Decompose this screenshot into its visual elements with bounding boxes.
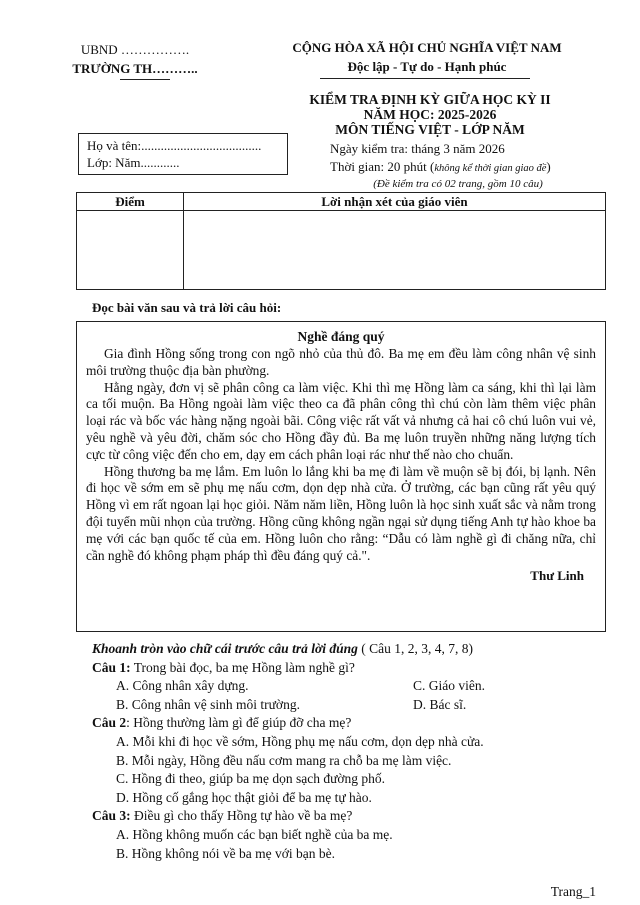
exam-time-main: Thời gian: 20 phút ( — [330, 159, 435, 174]
exam-date: Ngày kiểm tra: tháng 3 năm 2026 — [330, 141, 505, 156]
passage-paragraph-3: Hồng thương ba mẹ lắm. Em luôn lo lắng khi ba mẹ đi làm về muộn sẽ bị đói, bị lạnh. Nên đi học về sớm em sẽ phụ mẹ nấu cơm, dọn dẹp nhà cửa. Ở trường, các bạn cũng rất yêu quý Hồng vì em rất ngoan lại học giỏi. Năm năm liền, Hồng luôn là học sinh xuất sắc và nằm trong đội tuyển mũi nhọn của trường. Hồng cũng không ngần ngại sử dụng tiếng Anh tự hào khoe ba mẹ với các bạn quốc tế của em. Hồng luôn cho rằng: “Dẫu có làm nghề gì đi chăng nữa, chỉ cần nghề đó không phạm pháp thì đều đáng quý cả.". — [86, 463, 596, 563]
question-1-row-1 — [92, 677, 602, 696]
exam-title — [270, 92, 590, 137]
q2-option-b[interactable]: B. Mỗi ngày, Hồng đều nấu cơm mang ra chỗ ba mẹ làm việc. — [116, 752, 452, 768]
authority-name: UBND ……………. — [80, 42, 190, 57]
question-1-row-2 — [92, 696, 602, 715]
question-2-text: : Hồng thường làm gì để giúp đỡ cha mẹ? — [126, 715, 352, 731]
reading-prompt: Đọc bài văn sau và trả lời câu hỏi: — [92, 300, 282, 315]
motto-underline — [320, 78, 530, 79]
question-3 — [92, 807, 602, 826]
q1-option-a[interactable]: A. Công nhân xây dựng. — [116, 678, 249, 694]
student-info-box — [78, 133, 288, 175]
page-number: Trang_1 — [550, 884, 596, 899]
q1-option-b[interactable]: B. Công nhân vệ sinh môi trường. — [116, 696, 300, 712]
question-3-text: Điều gì cho thấy Hồng tự hào về ba mẹ? — [130, 808, 353, 824]
question-1-label: Câu 1: — [92, 659, 131, 675]
exam-time — [318, 158, 598, 178]
question-1 — [92, 659, 602, 678]
exam-time-note: không kể thời gian giao đề — [434, 163, 547, 174]
exam-subject: MÔN TIẾNG VIỆT - LỚP NĂM — [335, 122, 525, 137]
q1-option-c[interactable]: C. Giáo viên. — [413, 678, 485, 694]
instructions — [92, 640, 602, 659]
national-motto: Độc lập - Tự do - Hạnh phúc — [347, 59, 507, 74]
q2-option-d[interactable]: D. Hồng cố gắng học thật giỏi để ba mẹ tự hào. — [116, 789, 372, 805]
exam-time-close: ) — [546, 159, 551, 174]
question-2-label: Câu 2 — [92, 715, 127, 731]
question-1-text: Trong bài đọc, ba mẹ Hồng làm nghề gì? — [130, 659, 355, 675]
score-header: Điểm — [77, 193, 183, 211]
score-cell[interactable] — [77, 211, 183, 289]
student-class-field[interactable]: Lớp: Năm............ — [87, 155, 180, 170]
q2-option-a[interactable]: A. Mỗi khi đi học về sớm, Hồng phụ mẹ nấu cơm, dọn dẹp nhà cửa. — [116, 733, 484, 749]
q2-option-c[interactable]: C. Hồng đi theo, giúp ba mẹ dọn sạch đường phố. — [116, 771, 386, 787]
question-3-label: Câu 3: — [92, 808, 131, 824]
student-name-field[interactable]: Họ và tên:..................................... — [87, 138, 262, 153]
q3-option-a[interactable]: A. Hồng không muốn các bạn biết nghề của ba mẹ. — [116, 826, 393, 842]
passage-paragraph-1: Gia đình Hồng sống trong con ngõ nhỏ của thủ đô. Ba mẹ em đều làm công nhân vệ sinh môi trường thuộc địa bàn phường. — [86, 346, 596, 378]
score-table — [76, 192, 606, 290]
authority-header — [55, 40, 215, 78]
passage-paragraph-2: Hằng ngày, đơn vị sẽ phân công ca làm việc. Khi thì mẹ Hồng làm ca sáng, khi thì lại làm ca tối muộn. Ba Hồng ngoài làm việc theo ca đã phân công thì chú còn làm thêm việc phân loại rác và bốc vác hàng nặng ngoài bãi. Công việc rất vất vả nhưng cả hai cô chú luôn vui vẻ, yêu nghề và yêu đời, chăm sóc cho Hồng đầy đủ. Ba mẹ luôn truyền những năng lượng tích cực từ công việc đến cho em, dạy em cách phân loại rác như thế nào cho chuẩn. — [86, 379, 596, 462]
questions-section — [92, 640, 602, 863]
passage-author: Thư Linh — [530, 568, 584, 584]
exam-title-line2: NĂM HỌC: 2025-2026 — [363, 107, 497, 122]
q3-option-b[interactable]: B. Hồng không nói về ba mẹ với bạn bè. — [116, 845, 335, 861]
exam-pages-note: (Đề kiểm tra có 02 trang, gồm 10 câu) — [373, 178, 543, 190]
exam-title-line1: KIỂM TRA ĐỊNH KỲ GIỮA HỌC KỲ II — [309, 92, 551, 107]
comment-header: Lời nhận xét của giáo viên — [184, 193, 605, 211]
country-name: CỘNG HÒA XÃ HỘI CHỦ NGHĨA VIỆT NAM — [292, 40, 562, 55]
comment-cell[interactable] — [184, 211, 605, 289]
exam-meta — [318, 140, 598, 190]
national-header — [262, 38, 592, 76]
instructions-rest: ( Câu 1, 2, 3, 4, 7, 8) — [357, 641, 473, 656]
instructions-emphasis: Khoanh tròn vào chữ cái trước câu trả lời đúng — [92, 641, 358, 656]
school-underline — [120, 79, 170, 80]
passage-box — [76, 321, 606, 632]
question-2 — [92, 714, 602, 733]
q1-option-d[interactable]: D. Bác sĩ. — [413, 696, 467, 712]
passage-title: Nghề đáng quý — [297, 329, 385, 344]
school-name: TRƯỜNG TH……….. — [72, 61, 198, 76]
